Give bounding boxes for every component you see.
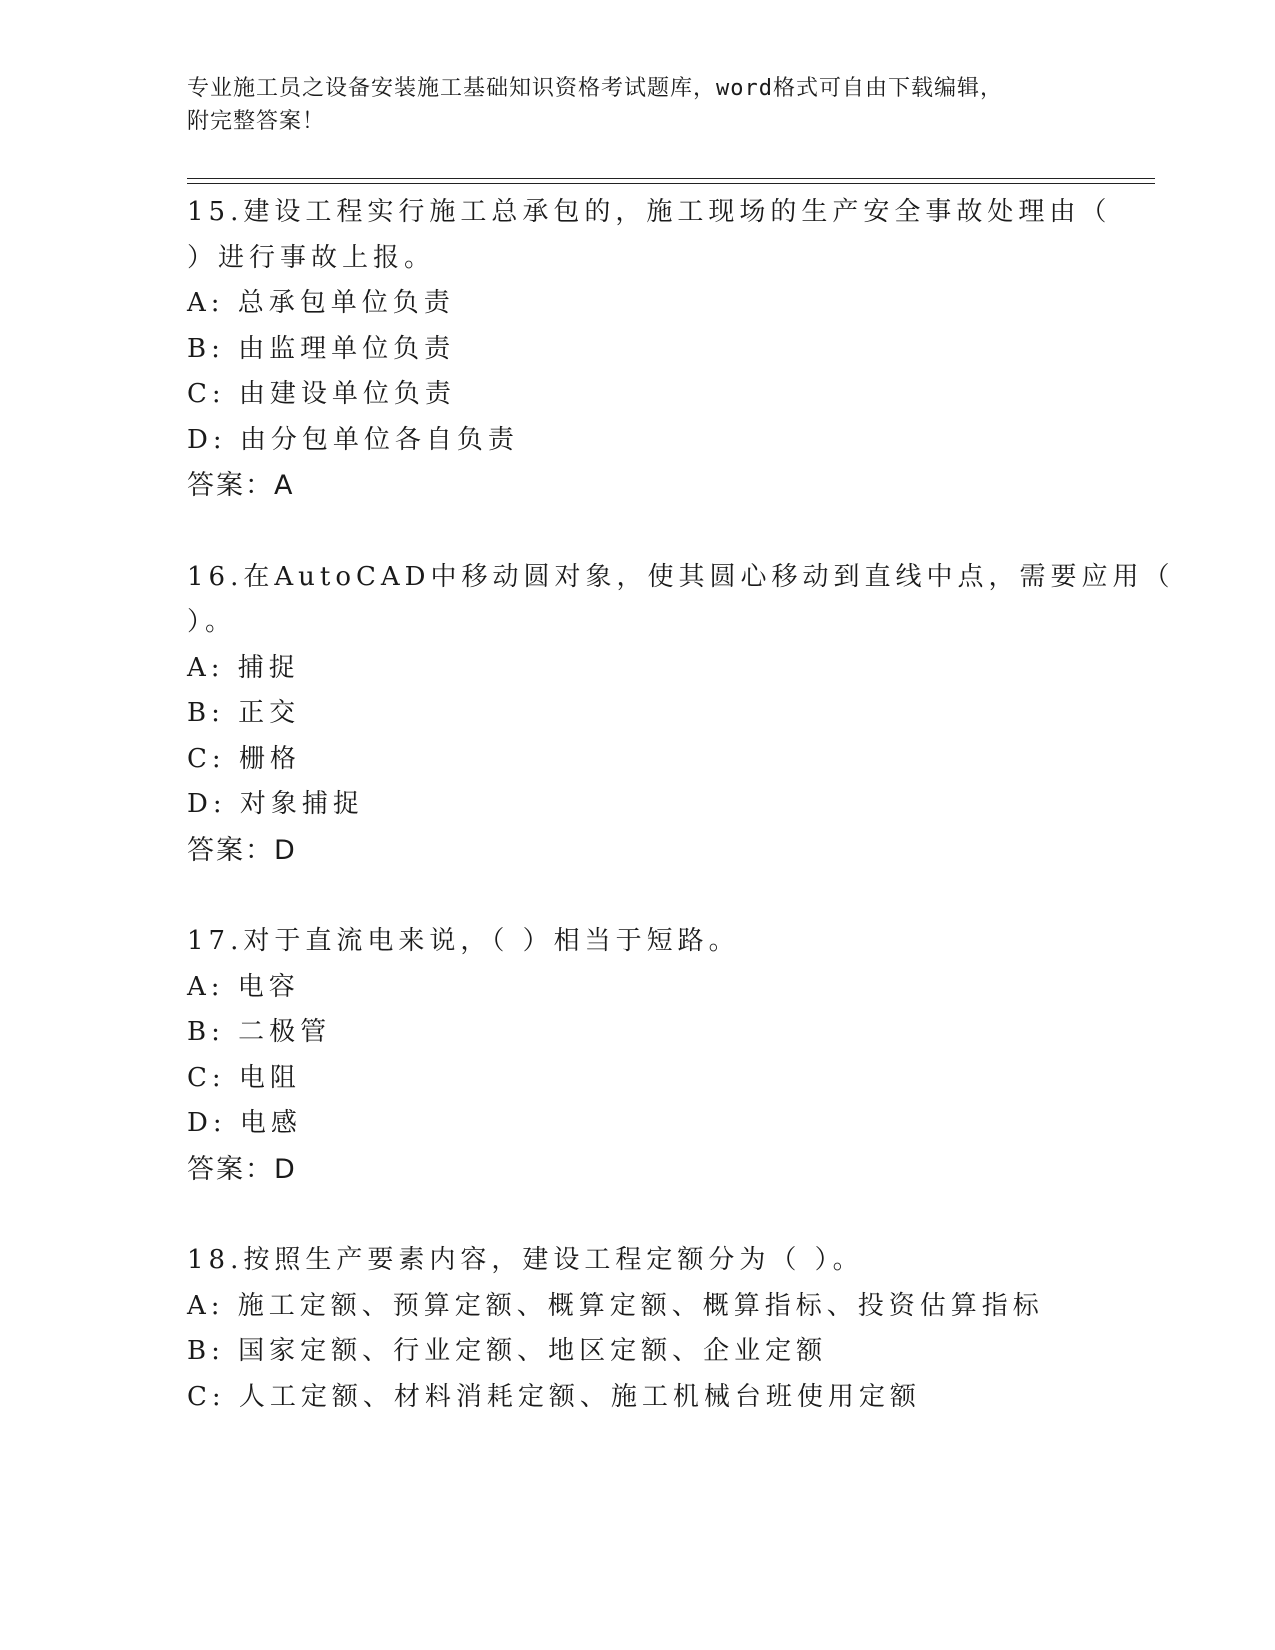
question-16	[187, 555, 1175, 874]
question-15	[187, 190, 1112, 509]
header-divider-bottom	[187, 183, 1155, 184]
question-list	[187, 190, 1175, 1466]
question-stem-continued: ）进行事故上报。	[187, 242, 436, 273]
option-c: C: 栅格	[187, 743, 301, 774]
option-d: D: 由分包单位各自负责	[187, 424, 519, 455]
answer: 答案：A	[187, 470, 295, 501]
header-line-2: 附完整答案！	[187, 109, 326, 134]
option-a: A: 施工定额、预算定额、概算定额、概算指标、投资估算指标	[187, 1290, 1044, 1321]
option-b: B: 由监理单位负责	[187, 333, 456, 364]
answer: 答案：D	[187, 834, 297, 866]
option-c: C: 由建设单位负责	[187, 379, 456, 409]
question-stem: 15.建设工程实行施工总承包的，施工现场的生产安全事故处理由（	[187, 197, 1112, 227]
option-a: A: 捕捉	[187, 652, 300, 683]
question-stem: 16.在AutoCAD中移动圆对象，使其圆心移动到直线中点，需要应用（	[187, 561, 1175, 592]
option-c: C: 电阻	[187, 1062, 301, 1093]
option-b: B: 正交	[187, 698, 301, 728]
question-17	[187, 919, 1087, 1192]
question-stem: 18.按照生产要素内容，建设工程定额分为（ ）。	[187, 1245, 864, 1275]
question-18	[187, 1238, 1087, 1420]
question-stem: 17.对于直流电来说，（ ）相当于短路。	[187, 926, 740, 956]
option-d: D: 电感	[187, 1108, 302, 1138]
header-line-1: 专业施工员之设备安装施工基础知识资格考试题库，word格式可自由下载编辑，	[187, 76, 1003, 101]
option-a: A: 总承包单位负责	[187, 288, 455, 318]
question-stem-continued: ）。	[187, 607, 237, 637]
option-a: A: 电容	[187, 971, 300, 1002]
option-b: B: 国家定额、行业定额、地区定额、企业定额	[187, 1336, 828, 1366]
option-d: D: 对象捕捉	[187, 789, 364, 819]
answer: 答案：D	[187, 1153, 297, 1185]
option-b: B: 二极管	[187, 1017, 332, 1047]
option-c: C: 人工定额、材料消耗定额、施工机械台班使用定额	[187, 1381, 921, 1412]
document-header	[187, 72, 1067, 138]
header-divider-top	[187, 178, 1155, 179]
